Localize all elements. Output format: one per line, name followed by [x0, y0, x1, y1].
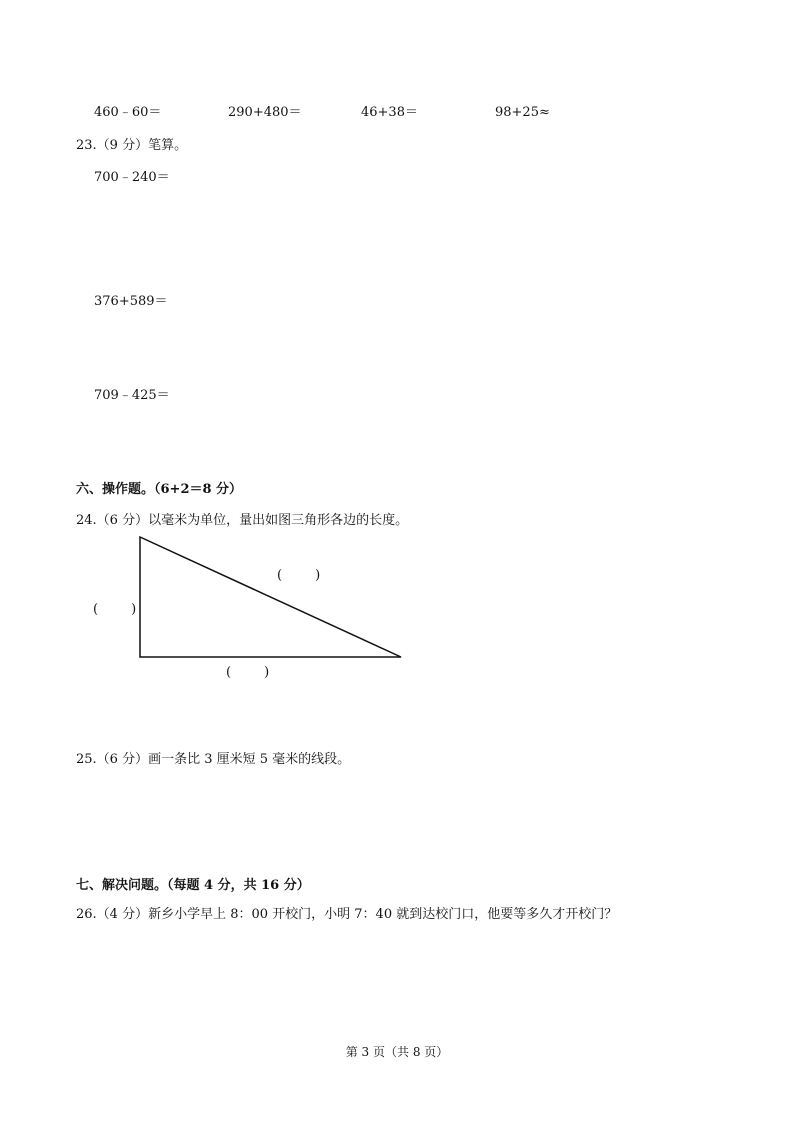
- mental-item-3: 46+38＝: [361, 105, 418, 120]
- q23-item-3: 709﹣425＝: [94, 388, 170, 403]
- q26-title: 26.（4 分）新乡小学早上 8：00 开校门，小明 7：40 就到达校门口，他要等多久才开校门？: [76, 907, 618, 922]
- q24-title: 24.（6 分）以毫米为单位，量出如图三角形各边的长度。: [76, 513, 409, 528]
- q23-item-1: 700﹣240＝: [94, 170, 170, 185]
- mental-item-2: 290+480＝: [228, 105, 302, 120]
- answer-paren-hypotenuse: ( ): [277, 568, 321, 583]
- q23-item-2: 376+589＝: [94, 294, 168, 309]
- section6-title: 六、操作题。（6+2＝8 分）: [76, 482, 243, 497]
- q23-title: 23.（9 分）笔算。: [76, 138, 188, 153]
- mental-item-4: 98+25≈: [495, 105, 550, 120]
- section7-title: 七、解决问题。（每题 4 分，共 16 分）: [76, 878, 310, 893]
- answer-paren-left-side: ( ): [93, 602, 137, 617]
- mental-item-1: 460﹣60＝: [94, 105, 162, 120]
- right-triangle: [140, 537, 401, 657]
- q25-title: 25.（6 分）画一条比 3 厘米短 5 毫米的线段。: [76, 752, 351, 767]
- answer-paren-bottom-side: ( ): [226, 665, 270, 680]
- page-footer: 第 3 页（共 8 页）: [345, 1045, 449, 1059]
